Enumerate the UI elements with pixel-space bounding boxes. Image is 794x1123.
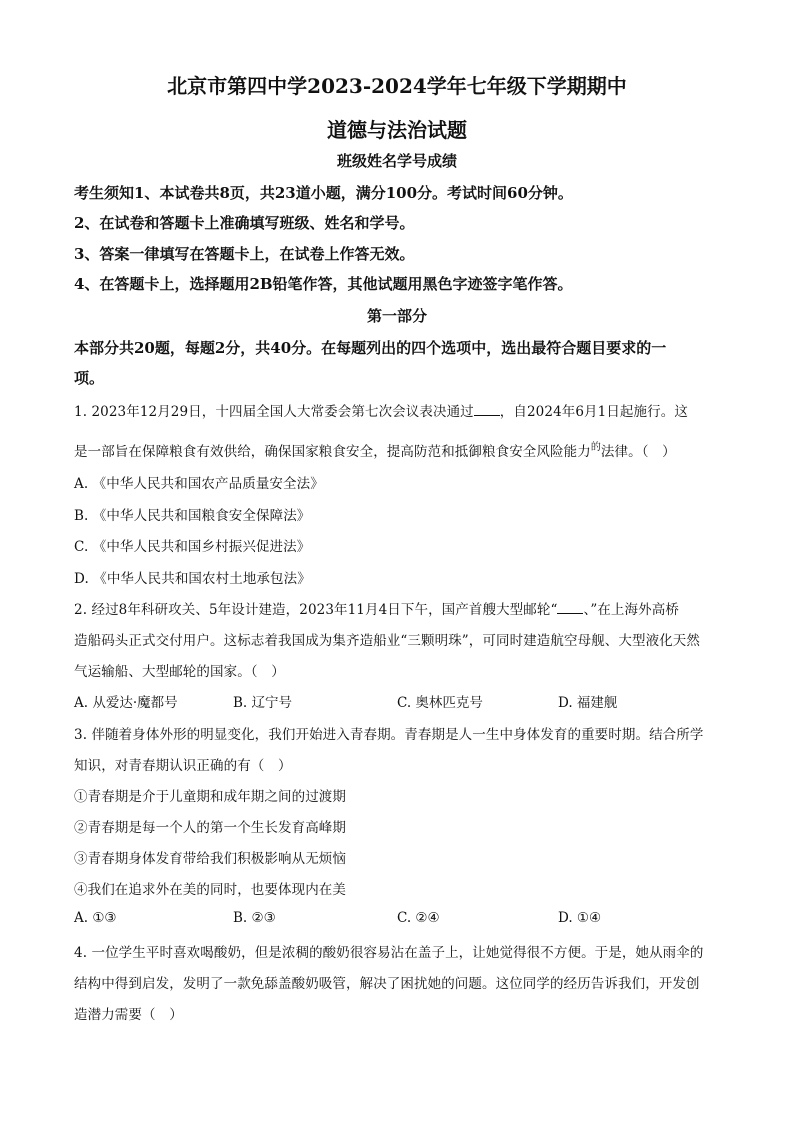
question-1-text-a: 1. 2023年12月29日，十四届全国人大常委会第七次会议表决通过 [74, 404, 474, 420]
question-2-text-a: 2. 经过8年科研攻关、5年设计建造，2023年11月4日下午，国产首艘大型邮轮“ [74, 602, 558, 618]
notice-line-3: 3、答案一律填写在答题卡上，在试卷上作答无效。 [74, 245, 415, 263]
question-2-line-2: 造船码头正式交付用户。这标志着我国成为集齐造船业“三颗明珠”，可同时建造航空母舰、大型液化天然 [74, 633, 701, 649]
question-2-option-c: C. 奥林匹克号 [397, 695, 483, 711]
question-2-line-1 [74, 598, 679, 618]
section-title: 第一部分 [366, 307, 427, 325]
section-instruction-line-1: 本部分共20题，每题2分，共40分。在每题列出的四个选项中，选出最符合题目要求的一 [74, 339, 667, 357]
question-3-line-1: 3. 伴随着身体外形的明显变化，我们开始进入青春期。青春期是人一生中身体发育的重要时期。结合所学 [74, 727, 704, 743]
notice-line-2: 2、在试卷和答题卡上准确填写班级、姓名和学号。 [74, 214, 415, 232]
question-1-text-b: ，自2024年6月1日起施行。这 [499, 404, 688, 420]
question-3-option-d: D. ①④ [558, 910, 602, 926]
notice-line-4: 4、在答题卡上，选择题用2B铅笔作答，其他试题用黑色字迹签字笔作答。 [74, 275, 573, 293]
question-1-text-c: 是一部旨在保障粮食有效供给，确保国家粮食安全，提高防范和抵御粮食安全风险能力 [74, 444, 591, 460]
question-2-line-3: 气运输船、大型邮轮的国家。（ ） [74, 664, 285, 680]
question-1-line-2 [74, 438, 676, 460]
exam-title: 北京市第四中学2023-2024学年七年级下学期期中 [167, 74, 627, 98]
question-3-item-2: ②青春期是每一个人的第一个生长发育高峰期 [74, 820, 346, 836]
question-2-option-b: B. 辽宁号 [233, 695, 293, 711]
question-2-option-a: A. 从爱达·魔都号 [74, 695, 178, 711]
question-1-line-1 [74, 400, 688, 420]
question-1-option-d: D. 《中华人民共和国农村土地承包法》 [74, 571, 311, 587]
question-4-line-1: 4. 一位学生平时喜欢喝酸奶，但是浓稠的酸奶很容易沾在盖子上，让她觉得很不方便。于是，她从雨伞的 [74, 945, 704, 961]
answer-blank [557, 603, 583, 614]
question-3-item-3: ③青春期身体发育带给我们积极影响从无烦恼 [74, 851, 346, 867]
section-instruction-line-2: 项。 [74, 369, 105, 387]
question-2-option-d: D. 福建舰 [558, 695, 618, 711]
question-1-option-c: C. 《中华人民共和国乡村振兴促进法》 [74, 539, 311, 555]
question-1-option-a: A. 《中华人民共和国农产品质量安全法》 [74, 476, 324, 492]
question-3-item-4: ④我们在追求外在美的同时，也要体现内在美 [74, 882, 346, 898]
question-2-text-b: 、”在上海外高桥 [583, 602, 679, 618]
answer-blank [474, 405, 500, 416]
question-3-item-1: ①青春期是介于儿童期和成年期之间的过渡期 [74, 789, 346, 805]
question-3-option-c: C. ②④ [397, 910, 440, 926]
question-1-option-b: B. 《中华人民共和国粮食安全保障法》 [74, 508, 311, 524]
student-info-line: 班级姓名学号成绩 [336, 152, 457, 170]
question-4-line-2: 结构中得到启发，发明了一款免舔盖酸奶吸管，解决了困扰她的问题。这位同学的经历告诉我们，开发创 [74, 976, 700, 992]
question-1-text-d: 法律。（ ） [600, 444, 676, 460]
question-3-option-b: B. ②③ [233, 910, 276, 926]
question-3-line-2: 知识，对青春期认识正确的有（ ） [74, 758, 292, 774]
question-3-option-a: A. ①③ [74, 910, 117, 926]
exam-subject-title: 道德与法治试题 [327, 118, 467, 142]
notice-line-1: 考生须知1、本试卷共8页，共23道小题，满分100分。考试时间60分钟。 [74, 184, 573, 202]
question-4-line-3: 造潜力需要（ ） [74, 1007, 183, 1023]
question-1-superscript: 的 [590, 442, 601, 453]
